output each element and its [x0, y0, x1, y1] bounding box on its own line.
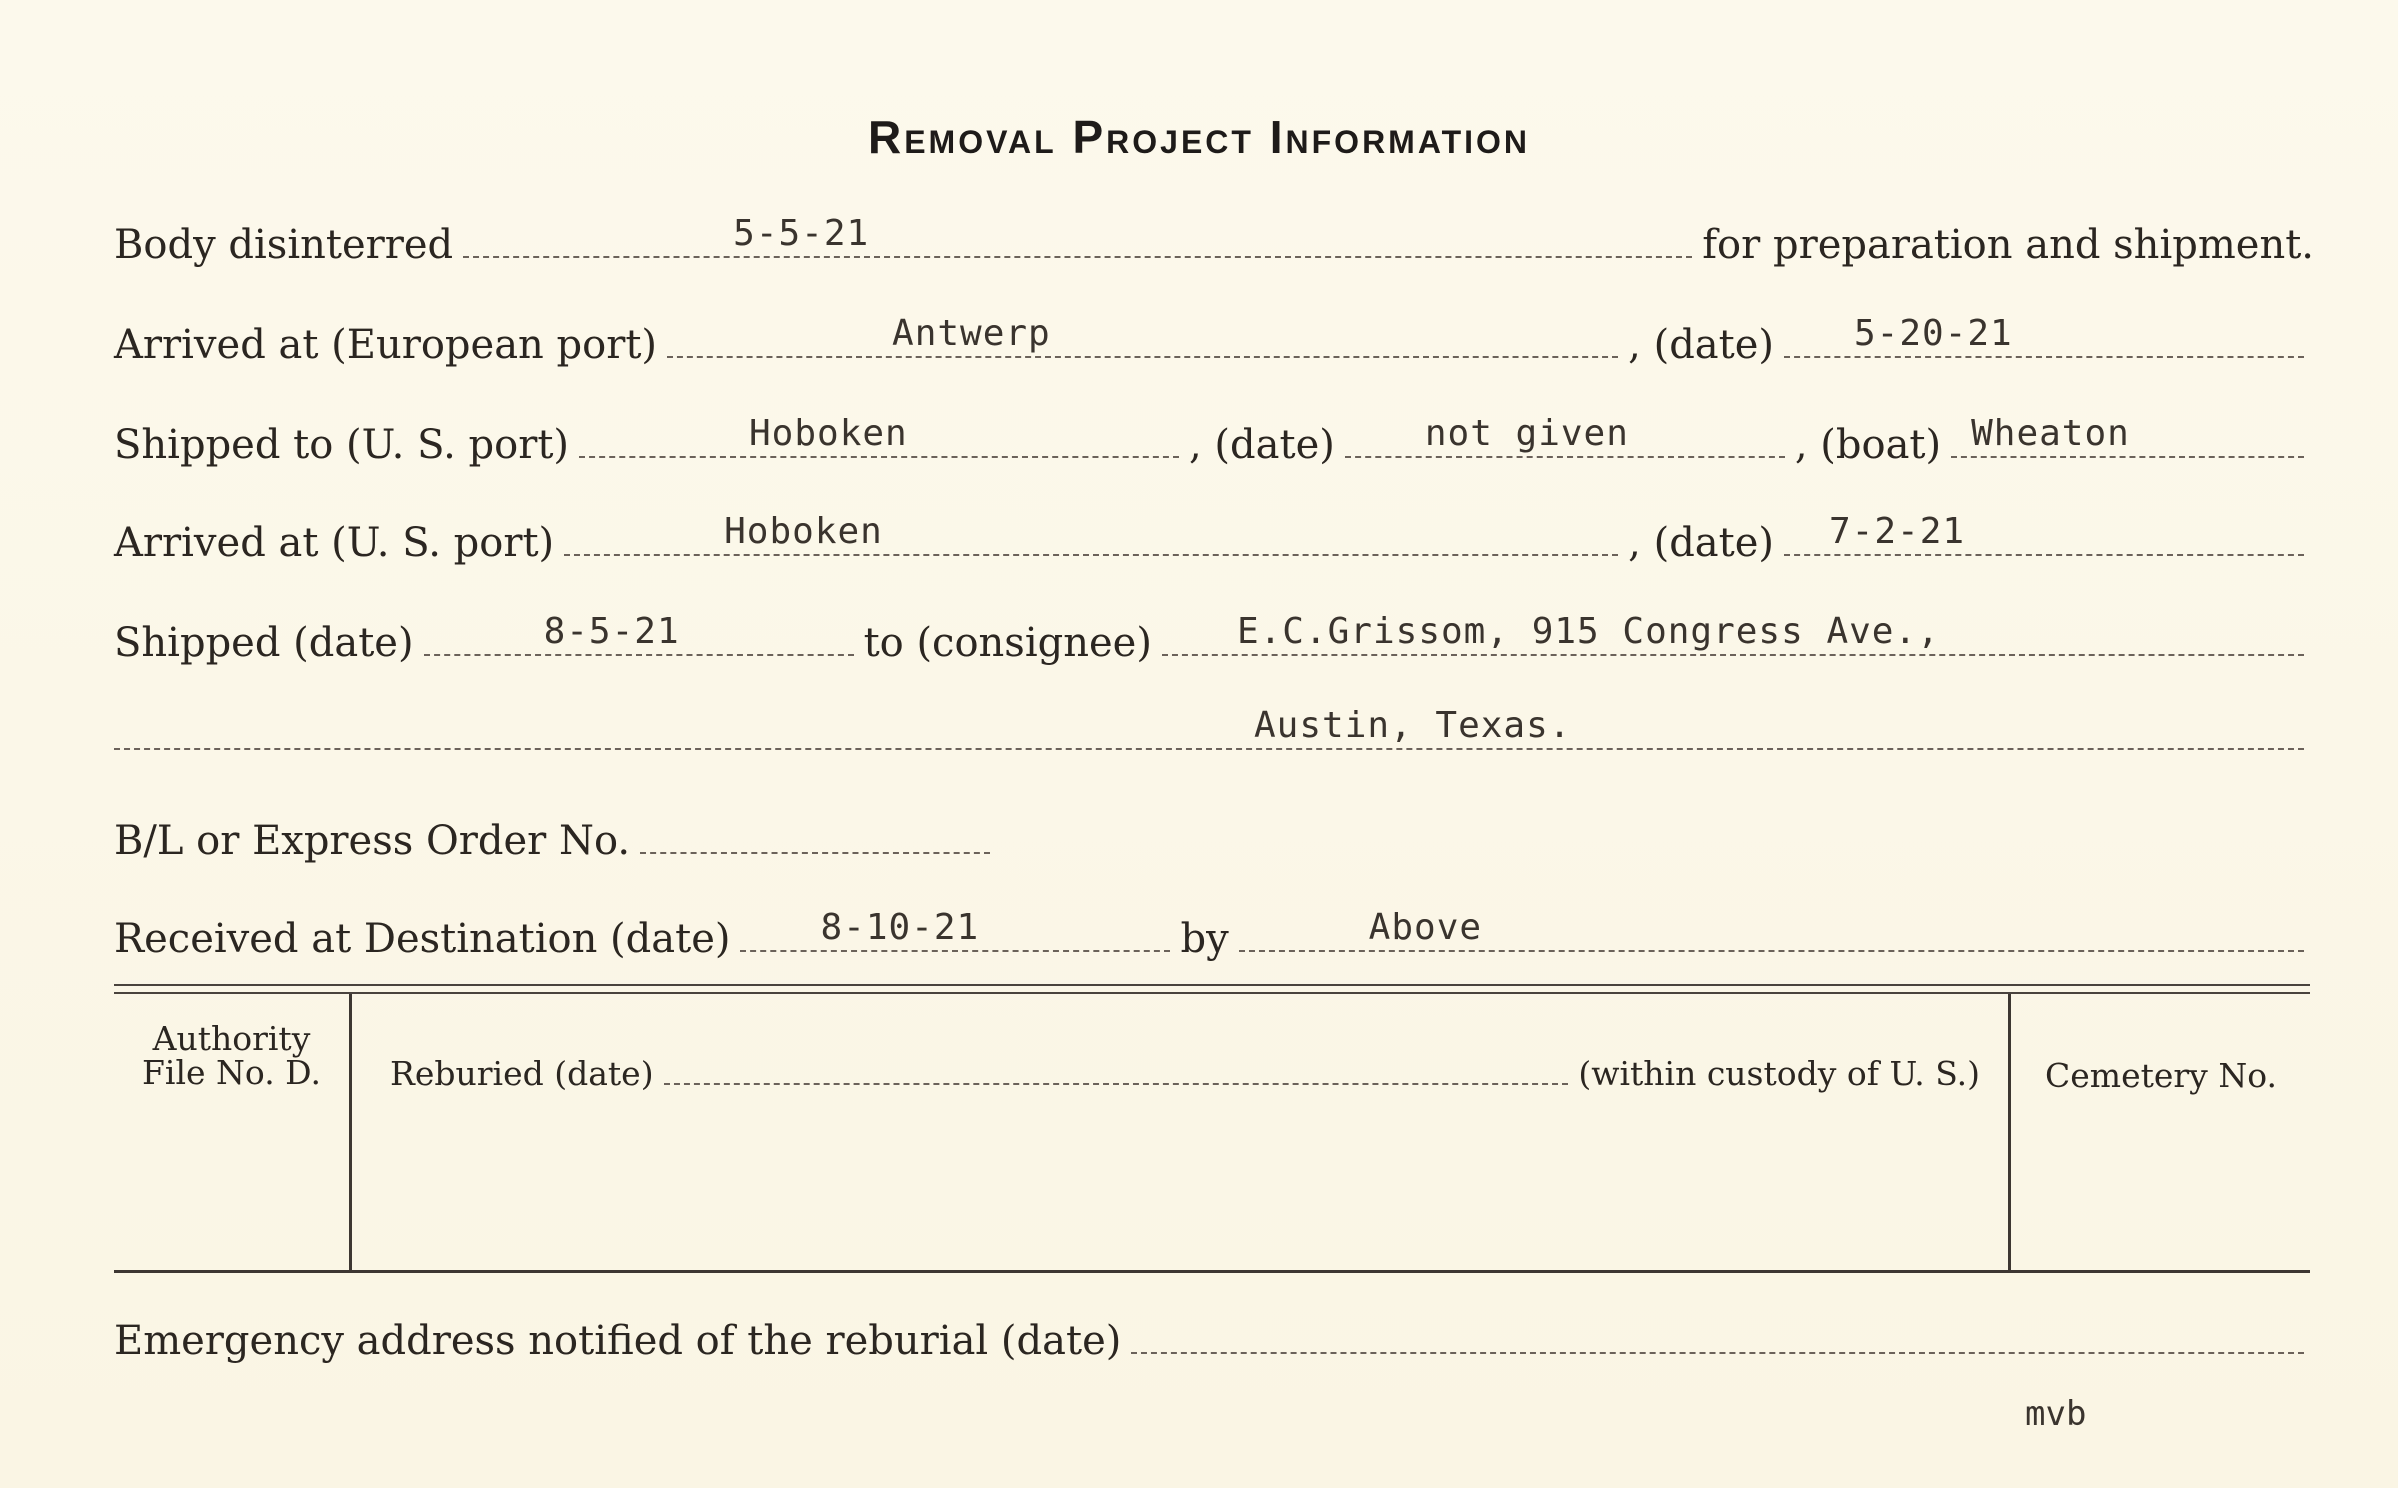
table-divider-left [349, 994, 352, 1270]
field-shipped-date [1345, 413, 1785, 458]
field-eu-date [1784, 313, 2304, 358]
label-body-disinterred: Body disinterred [114, 222, 454, 268]
label-consignee: to (consignee) [863, 620, 1152, 666]
reburied-row [390, 1054, 1980, 1093]
field-european-port [667, 313, 1618, 358]
label-preparation-shipment: for preparation and shipment. [1702, 222, 2314, 268]
field-received-by [1239, 907, 2304, 952]
clerk-initials: mvb [2025, 1394, 2087, 1434]
cemetery-no-header: Cemetery No. [2045, 1056, 2277, 1095]
field-us-port [579, 413, 1179, 458]
authority-file-header [114, 1019, 349, 1092]
field-emergency-date [1131, 1324, 2304, 1354]
authority-label: Authority [152, 1019, 311, 1058]
label-arrived-us-port: Arrived at (U. S. port) [114, 520, 555, 566]
label-reburied-date: Reburied (date) [390, 1054, 654, 1093]
value-us-port: Hoboken [749, 413, 908, 454]
row-shipped-consignee [114, 611, 2314, 680]
value-disinterred-date: 5-5-21 [733, 213, 870, 254]
table-bottom-rule [114, 1270, 2310, 1273]
table-divider-right [2008, 994, 2011, 1270]
label-arrived-us-date: , (date) [1628, 520, 1774, 566]
field-consignee [1162, 611, 2304, 656]
file-no-label: File No. D. [142, 1053, 321, 1092]
value-consignee: E.C.Grissom, 915 Congress Ave., [1236, 611, 1940, 652]
page-title: Removal Project Information [867, 111, 1531, 163]
field-received-date [740, 907, 1170, 952]
field-bl-order [640, 824, 990, 854]
label-emergency-address: Emergency address notified of the reburial (date) [114, 1318, 1122, 1364]
field-shipped-date-2 [424, 611, 854, 656]
label-shipped-date-2: Shipped (date) [114, 620, 414, 666]
value-shipped-date-2: 8-5-21 [543, 611, 680, 652]
value-boat: Wheaton [1971, 413, 2130, 454]
label-received-destination: Received at Destination (date) [114, 916, 731, 962]
value-eu-date: 5-20-21 [1854, 313, 2013, 354]
row-emergency-address [114, 1318, 2314, 1378]
row-consignee-line2 [114, 705, 2314, 780]
row-arrived-european-port [114, 313, 2314, 382]
row-body-disinterred [114, 213, 2314, 282]
label-boat: , (boat) [1794, 422, 1942, 468]
value-shipped-date: not given [1424, 413, 1629, 454]
row-arrived-us-port [114, 511, 2314, 580]
value-arrived-us-port: Hoboken [724, 511, 883, 552]
label-within-custody: (within custody of U. S.) [1578, 1054, 1980, 1093]
row-bl-order [114, 818, 2314, 878]
label-received-by: by [1180, 916, 1229, 962]
label-bl-order: B/L or Express Order No. [114, 818, 631, 864]
label-arrived-european-port: Arrived at (European port) [114, 322, 658, 368]
label-shipped-us-port: Shipped to (U. S. port) [114, 422, 569, 468]
row-received-destination [114, 907, 2314, 976]
value-european-port: Antwerp [892, 313, 1051, 354]
row-shipped-us-port [114, 413, 2314, 482]
field-consignee-line2 [114, 705, 2304, 750]
field-disinterred-date [463, 213, 1692, 258]
field-reburied-date [664, 1061, 1569, 1085]
value-received-by: Above [1368, 907, 1483, 948]
field-arrived-us-date [1784, 511, 2304, 556]
value-received-date: 8-10-21 [820, 907, 980, 948]
value-consignee-line2: Austin, Texas. [1254, 705, 1572, 746]
value-arrived-us-date: 7-2-21 [1829, 511, 1966, 552]
label-shipped-date: , (date) [1189, 422, 1335, 468]
label-eu-date: , (date) [1628, 322, 1774, 368]
field-boat [1951, 413, 2304, 458]
field-arrived-us-port [564, 511, 1618, 556]
table-top-rule [114, 984, 2310, 994]
